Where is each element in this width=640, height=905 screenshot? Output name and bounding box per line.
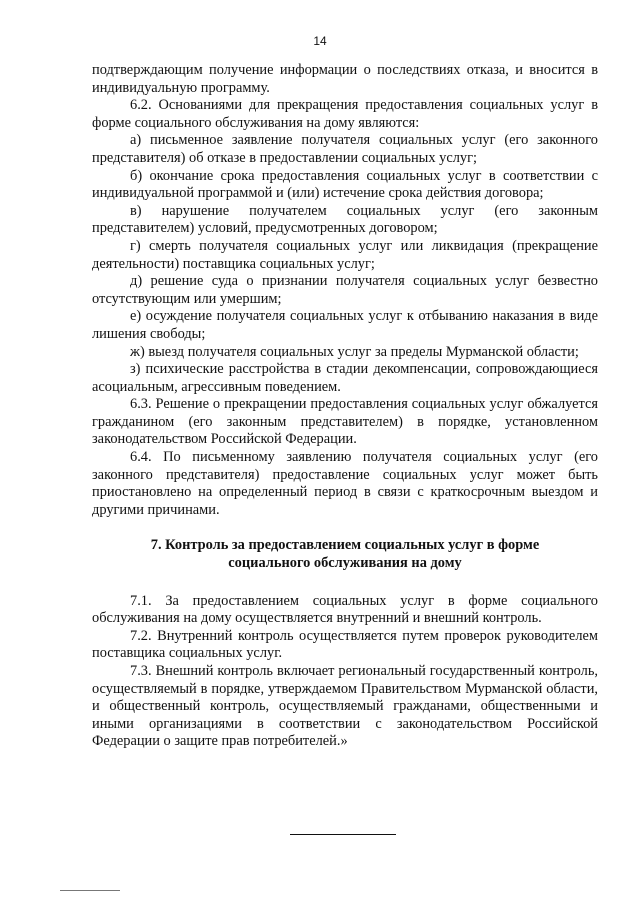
footer-rule <box>60 890 120 891</box>
list-item-zh: ж) выезд получателя социальных услуг за пределы Мурманской области; <box>130 343 579 360</box>
list-item-v: в) нарушение получателем социальных услуг (его законным представителем) условий, предусмотренных договором; <box>92 202 598 237</box>
section-7-heading-line1: 7. Контроль за предоставлением социальных услуг в форме <box>150 537 540 554</box>
section-7-heading-line2: социального обслуживания на дому <box>228 555 462 572</box>
page-number: 14 <box>313 34 327 48</box>
closing-rule <box>290 834 396 835</box>
paragraph-6-3: 6.3. Решение о прекращении предоставления социальных услуг обжалуется гражданином (его законным представителем) в порядке, установленном законодательством Российской Федерации. <box>92 396 598 448</box>
list-item-a: а) письменное заявление получателя социальных услуг (его законного представителя) об отказе в предоставлении социальных услуг; <box>92 132 598 166</box>
paragraph-7-3: 7.3. Внешний контроль включает региональный государственный контроль, осуществляемый в порядке, утверждаемом Правительством Мурманской области, и общественный контроль, осуществляемый гражданами, общественными и иными организациями в соответствии с законодательством Российской Федерации о защите прав потребителей.» <box>92 663 598 750</box>
paragraph-continuation: подтверждающим получение информации о последствиях отказа, и вносится в индивидуальную программу. <box>92 62 598 96</box>
paragraph-7-1: 7.1. За предоставлением социальных услуг в форме социального обслуживания на дому осуществляется внутренний и внешний контроль. <box>92 592 598 627</box>
paragraph-6-2: 6.2. Основаниями для прекращения предоставления социальных услуг в форме социального обслуживания на дому являются: <box>92 97 598 131</box>
list-item-g: г) смерть получателя социальных услуг или ликвидация (прекращение деятельности) поставщика социальных услуг; <box>92 237 598 272</box>
paragraph-7-2: 7.2. Внутренний контроль осуществляется путем проверок руководителем поставщика социальных услуг. <box>92 627 598 662</box>
list-item-e: е) осуждение получателя социальных услуг к отбыванию наказания в виде лишения свободы; <box>92 308 598 342</box>
document-body <box>92 62 598 751</box>
paragraph-6-4: 6.4. По письменному заявлению получателя социальных услуг (его законного представителя) предоставление социальных услуг может быть приостановлено на определенный период в связи с краткосрочным выездом и другими причинами. <box>92 449 598 518</box>
list-item-b: б) окончание срока предоставления социальных услуг в соответствии с индивидуальной программой и (или) истечение срока действия договора; <box>92 167 598 202</box>
list-item-z: з) психические расстройства в стадии декомпенсации, сопровождающиеся асоциальным, агрессивным поведением. <box>92 361 598 395</box>
section-7-heading <box>92 537 598 572</box>
list-item-d: д) решение суда о признании получателя социальных услуг безвестно отсутствующим или умершим; <box>92 273 598 307</box>
